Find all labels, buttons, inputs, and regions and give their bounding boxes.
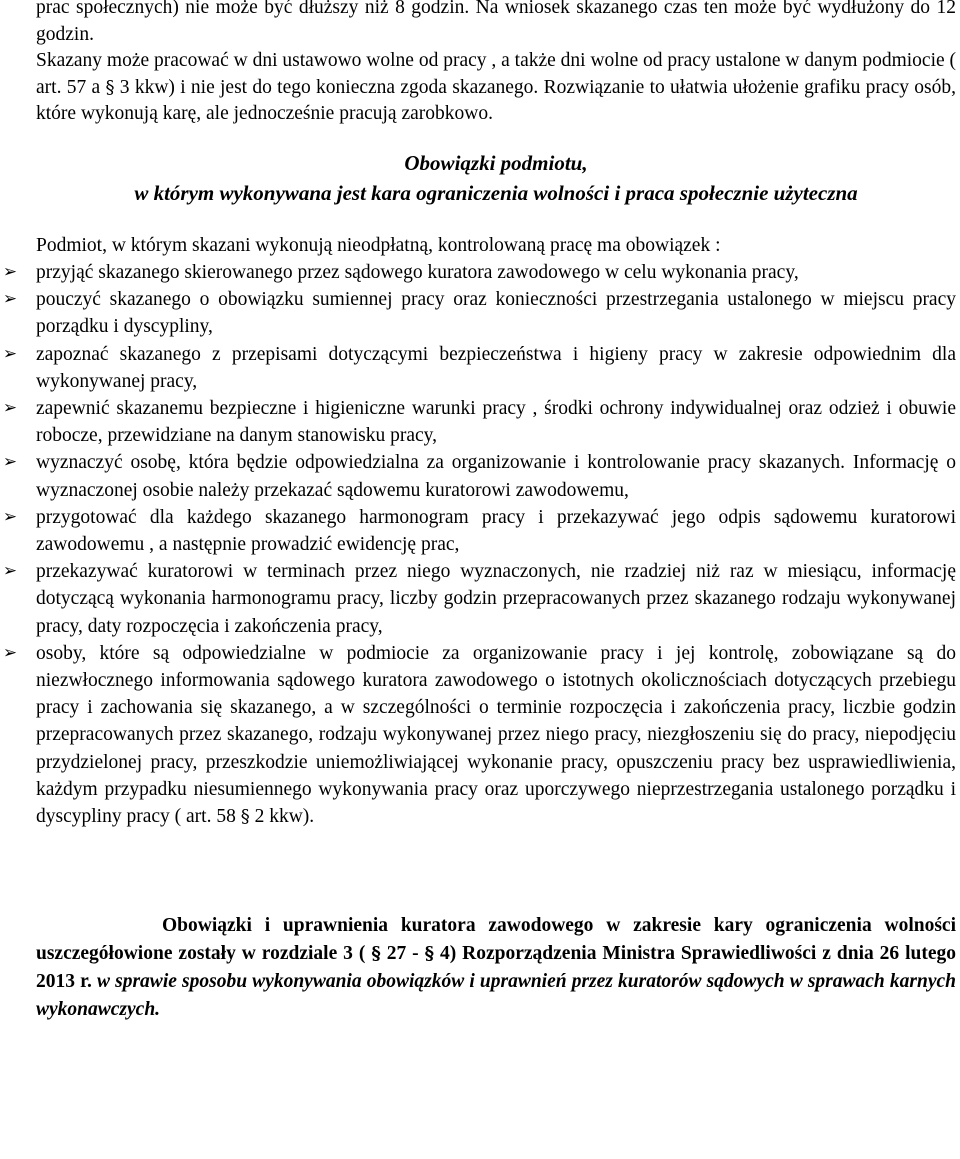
list-item-text: przyjąć skazanego skierowanego przez sądowego kuratora zawodowego w celu wykonania pracy, (36, 262, 799, 283)
arrowhead-bullet-icon: ➢ (2, 506, 18, 527)
top-text-2a: Skazany może pracować w dni ustawowo wolne od pracy , a także dni wolne od pracy ustalone w danym podmiocie ( art. 57 a (36, 50, 957, 98)
list-item (2, 286, 956, 340)
footer-bold-b: 27 - (386, 943, 419, 965)
footer-bold-a: Obowiązki i uprawnienia kuratora zawodowego w zakresie kary ograniczenia wolności uszczegółowione zostały w rozdziale 3 ( (36, 915, 956, 965)
list-item-text: osoby, które są odpowiedzialne w podmiocie za organizowanie pracy i jej kontrolę, zobowiązane są do niezwłocznego informowania sądowego kuratora zawodowego o istotnych okolicznościach dotyczących przebiegu pracy i zachowania się skazanego, a w szczególności o terminie rozpoczęcia i zakończenia pracy, liczbie godzin przepracowanych przez skazanego, rodzaju wykonywanej przez niego pracy, niezgłoszeniu się do pracy, niepodjęciu przydzielonej pracy, przeszkodzie uniemożliwiającej wykonanie pracy, opuszczeniu pracy bez usprawiedliwienia, każdym przypadku niesumiennego wykonywania pracy oraz uporczywego nieprzestrzegania ustalonego porządku i dyscypliny pracy ( art. 58 (36, 642, 956, 828)
top-text-2b: 3 kkw) i nie jest do tego konieczna zgoda skazanego. Rozwiązanie to ułatwia ułożenie grafiku pracy osób, które wykonują karę, ale jednocześnie pracują zarobkowo. (36, 76, 956, 124)
list-item-text: przekazywać kuratorowi w terminach przez niego wyznaczonych, nie rzadziej niż raz w miesiącu, informację dotyczącą wykonania harmonogramu pracy, liczby godzin przepracowanych przez skazanego rodzaju wykonywanej pracy, daty rozpoczęcia i zakończenia pracy, (36, 561, 956, 637)
list-item-text: przygotować dla każdego skazanego harmonogram pracy i przekazywać jego odpis sądowemu kuratorowi zawodowemu , a następnie prowadzić ewidencję prac, (36, 506, 956, 556)
document-page (2, 0, 957, 1024)
top-text-1: prac społecznych) nie może być dłuższy niż 8 godzin. Na wniosek skazanego czas ten może być wydłużony do 12 godzin. (36, 0, 956, 45)
arrowhead-bullet-icon: ➢ (2, 289, 18, 310)
footer-bold-c: 4) Rozporządzenia Ministra Sprawiedliwości z dnia 26 lutego 2013 r. (36, 943, 957, 993)
list-item-text: zapewnić skazanemu bezpieczne i higieniczne warunki pracy , środki ochrony indywidualnej oraz odzież i obuwie robocze, przewidziane na danym stanowisku pracy, (36, 398, 956, 447)
arrowhead-bullet-icon: ➢ (2, 343, 18, 364)
section-heading (36, 148, 956, 208)
section-sign: § (240, 806, 250, 828)
list-item (2, 259, 956, 286)
arrowhead-bullet-icon: ➢ (2, 642, 18, 663)
section-sign: § (105, 76, 115, 98)
list-item (2, 558, 956, 640)
list-item (2, 504, 956, 558)
list-item (2, 395, 956, 449)
list-item-text: wyznaczyć osobę, która będzie odpowiedzialna za organizowanie i kontrolowanie pracy skazanych. Informację o wyznaczonej osobie należy przekazać sądowemu kuratorowi zawodowemu, (36, 452, 956, 501)
heading-line-2: w którym wykonywana jest kara ograniczenia wolności i praca społecznie użyteczna (134, 180, 858, 205)
list-item (2, 640, 956, 830)
list-item-text: pouczyć skazanego o obowiązku sumiennej pracy oraz konieczności przestrzegania ustalonego w miejscu pracy porządku i dyscypliny, (36, 289, 956, 338)
heading-line-1: Obowiązki podmiotu, (404, 150, 588, 175)
arrowhead-bullet-icon: ➢ (2, 561, 18, 582)
arrowhead-bullet-icon: ➢ (2, 262, 18, 282)
top-paragraph-2 (36, 48, 956, 128)
section-sign: § (371, 943, 381, 965)
arrowhead-bullet-icon: ➢ (2, 398, 18, 419)
obligations-list (2, 259, 956, 830)
list-item-text-end: 2 kkw). (254, 806, 315, 828)
list-item (2, 449, 956, 503)
list-item (2, 341, 956, 395)
top-paragraph-1 (36, 0, 956, 48)
intro-text: Podmiot, w którym skazani wykonują nieodpłatną, kontrolowaną pracę ma obowiązek : (36, 234, 721, 256)
section-sign: § (424, 943, 435, 965)
list-item-text: zapoznać skazanego z przepisami dotyczącymi bezpieczeństwa i higieny pracy w zakresie odpowiednim dla wykonywanej pracy, (36, 343, 956, 392)
footer-italic: w sprawie sposobu wykonywania obowiązków i uprawnień przez kuratorów sądowych w sprawach karnych wykonawczych. (36, 971, 956, 1021)
footer-note (36, 912, 956, 1024)
arrowhead-bullet-icon: ➢ (2, 452, 18, 473)
footer-paragraph (36, 912, 956, 1024)
